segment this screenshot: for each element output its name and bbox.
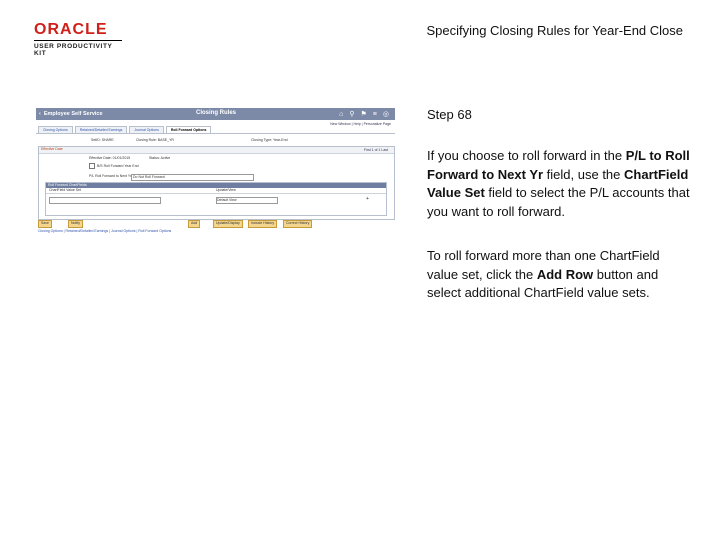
section-navigation[interactable]: First 1 of 1 Last: [363, 148, 388, 152]
instruction-paragraph-2: To roll forward more than one ChartField value set, click the Add Row button and select additional ChartField value sets.: [427, 248, 660, 300]
pl-roll-forward-dropdown[interactable]: Do Not Roll Forward: [131, 174, 254, 181]
update-view-field[interactable]: Default View: [216, 197, 278, 204]
effective-date-field[interactable]: Effective Date: 01/01/2015: [89, 156, 131, 160]
menu-icon[interactable]: ≡: [372, 111, 377, 118]
button-row: [38, 220, 393, 228]
add-button[interactable]: Add: [188, 220, 200, 228]
save-button[interactable]: Save: [38, 220, 52, 228]
header-icons: [333, 110, 389, 118]
effective-date-section: [38, 146, 395, 220]
step-number: Step 68: [427, 107, 472, 122]
document-title: Specifying Closing Rules for Year-End Close: [426, 23, 683, 38]
instruction-paragraph-1: If you choose to roll forward in the P/L to Roll Forward to Next Yr field, use the ChartField Value Set field to select the P/L accounts that you want to roll forward.: [427, 148, 690, 219]
chartfield-value-set-input[interactable]: [49, 197, 161, 204]
update-display-button[interactable]: Update/Display: [213, 220, 243, 228]
back-arrow-icon: ‹: [39, 111, 41, 117]
oracle-upk-logo: [34, 22, 124, 57]
nav-back-link[interactable]: ‹ Employee Self Service: [39, 111, 103, 117]
grid-header: Roll Forward ChartFields: [46, 183, 386, 188]
correct-history-button[interactable]: Correct History: [283, 220, 312, 228]
tab-roll-forward-options[interactable]: Roll Forward Options: [166, 126, 212, 134]
logo-divider: [34, 40, 122, 41]
status-field[interactable]: Status: Active: [149, 156, 171, 160]
notify-button[interactable]: Notify: [68, 220, 83, 228]
tab-closing-options[interactable]: Closing Options: [38, 126, 73, 134]
screenshot-header-bar: [36, 108, 395, 120]
flag-icon[interactable]: ⚑: [360, 111, 367, 118]
bs-roll-forward-checkbox[interactable]: [89, 163, 95, 169]
col-chartfield-value-set: ChartField Value Set: [49, 188, 82, 192]
screenshot-page-title: Closing Rules: [196, 110, 237, 116]
include-history-button[interactable]: Include History: [248, 220, 277, 228]
col-update-view: Update/View: [216, 188, 236, 192]
tab-divider: [36, 133, 395, 134]
top-links[interactable]: New Window | Help | Personalize Page: [330, 122, 391, 126]
tab-journal-options[interactable]: Journal Options: [129, 126, 164, 134]
setid-label: SetID: SHARE: [91, 138, 114, 142]
tab-retained-earnings[interactable]: Retained/Detailed Earnings: [75, 126, 128, 134]
closing-type-label: Closing Type: Year-End: [251, 138, 288, 142]
effective-date-header: Effective Date: [39, 147, 394, 154]
application-screenshot: [36, 108, 395, 238]
nav-icon[interactable]: ◎: [382, 111, 389, 118]
footer-links[interactable]: Closing Options | Retained/Detailed Earnings | Journal Options | Roll Forward Options: [38, 229, 172, 233]
closing-rule-label: Closing Rule: BASE_YR: [136, 138, 174, 142]
grid-column-headers: [46, 188, 386, 194]
search-icon[interactable]: ⚲: [349, 111, 355, 118]
roll-forward-chartfields-grid: [45, 182, 387, 216]
bs-roll-forward-checkbox-row[interactable]: B/S Roll Forward Year End: [89, 163, 139, 169]
add-row-icon[interactable]: +: [366, 196, 369, 202]
pl-roll-forward-label: P/L Roll Forward to Next Yr:: [89, 174, 133, 178]
logo-product: USER PRODUCTIVITY KIT: [34, 43, 113, 57]
home-icon[interactable]: ⌂: [339, 111, 344, 118]
logo-brand: ORACLE: [34, 21, 108, 38]
